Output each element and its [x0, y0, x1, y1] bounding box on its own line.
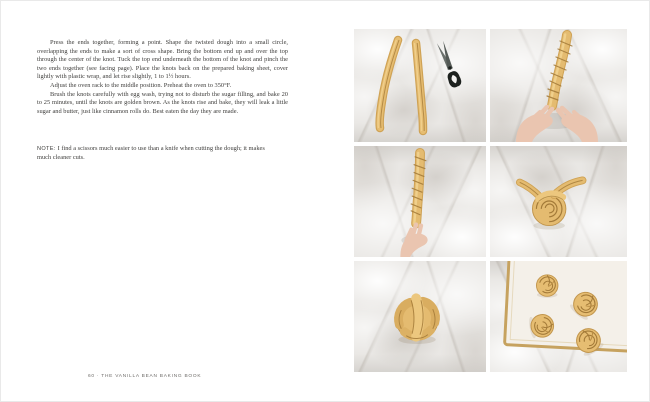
twisted-rope: [411, 153, 426, 224]
page-footer: 60 · THE VANILLA BEAN BAKING BOOK: [88, 374, 202, 379]
instruction-paragraph: Brush the knots carefully with egg wash, trying not to disturb the sugar filling, and bake 20 to 25 minutes, until the knots are golden brown. As the knots rise and bake, they will leak a little sugar and butter, just like cinnamon rolls do. Best eaten the day they are made.: [37, 90, 288, 115]
dough-strip-left: [378, 40, 399, 128]
photo-tying-dough-knot: [490, 146, 627, 257]
dough-strip-right: [415, 43, 425, 131]
note-text: I find a scissors much easier to use than a knife when cutting the dough; it makes much cleaner cuts.: [37, 145, 265, 161]
photo-dough-strips-and-scissors: [354, 29, 486, 142]
instruction-paragraph: Press the ends together, forming a point. Shape the twisted dough into a small circle, overlapping the ends to make a sort of cross shape. Bring the bottom end up and over the top through the center of the knot. Tuck the top end underneath the bottom of the knot and pinch the two ends together (see facing page). Place the knots back on the prepared baking sheet, cover lightly with plastic wrap, and let rise slightly, 1 to 1½ hours.: [37, 39, 288, 81]
hand: [400, 225, 427, 257]
hands: [516, 107, 598, 142]
photo-illustration: [354, 261, 486, 372]
photo-illustration: [490, 29, 627, 142]
dough-knot: [396, 298, 438, 344]
photo-hands-twisting-rope: [490, 29, 627, 142]
photo-hand-holding-twisted-rope: [354, 146, 486, 257]
instruction-paragraph: Adjust the oven rack to the middle position. Preheat the oven to 350°F.: [50, 81, 232, 89]
photo-knots-on-baking-sheet: [490, 261, 627, 372]
twisted-rope: [547, 35, 572, 107]
photo-illustration: [354, 29, 486, 142]
recipe-note: [37, 145, 278, 162]
scissors: [434, 40, 463, 89]
recipe-instructions: [37, 39, 288, 116]
photo-illustration: [354, 146, 486, 257]
photo-illustration: [490, 146, 627, 257]
baking-sheet: [505, 261, 627, 351]
note-label: NOTE:: [37, 146, 56, 152]
photo-illustration: [490, 261, 627, 372]
photo-finished-dough-knot: [354, 261, 486, 372]
dough-knot-with-tails: [520, 180, 583, 229]
